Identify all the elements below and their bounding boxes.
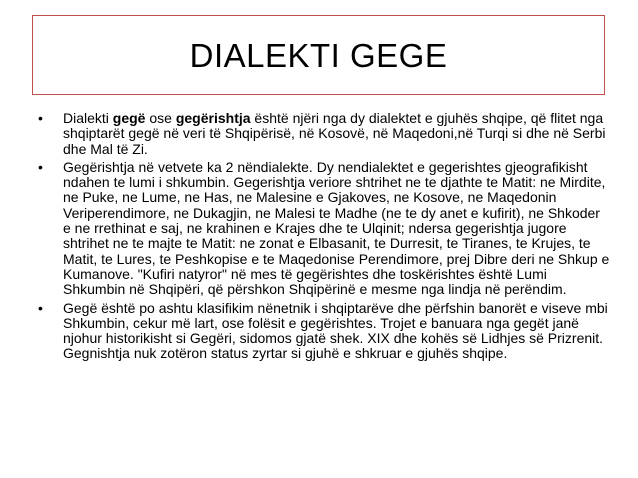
bullet-list: [38, 111, 610, 365]
bullet-text: [63, 159, 609, 297]
bullet-text: [63, 110, 605, 157]
bullet-dot: •: [38, 158, 43, 175]
bullet-3-segment-1: Gegë është po ashtu klasifikim nënetnik i shqiptarëve dhe përfshin banorët e viseve mbi Shkumbin, cekur më lart, ose folësit e gegërishtes. Trojet e banuara nga gegët janë njohur historikisht si Gegëri, sidomos gjatë shek. XIX dhe kohës së Lidhjes së Prizrenit. Gegnishtja nuk zotëron status zyrtar si gjuhë e shkruar e gjuhës shqipe.: [63, 299, 608, 362]
slide-title: DIALEKTI GEGE: [189, 37, 448, 74]
bullet-item-3: [38, 301, 610, 362]
bullet-item-1: [38, 111, 610, 157]
bullet-1-bold-gegerishtja: gegërishtja: [175, 110, 251, 126]
title-box: [32, 15, 605, 95]
bullet-item-2: [38, 160, 610, 298]
bullet-1-segment-3: ose: [145, 110, 176, 126]
bullet-1-segment-5: është njëri nga dy dialektet e gjuhës shqipe, që flitet nga shqiptarët gegë në veri të Shqipërisë, në Kosovë, në Maqedoni,në Turqi si dhe në Serbi dhe Mal të Zi.: [63, 110, 606, 157]
bullet-dot: •: [38, 299, 43, 316]
bullet-text: [63, 300, 608, 362]
bullet-2-segment-1: Gegërishtja në vetvete ka 2 nëndialekte. Dy nendialektet e gegerishtes gjeografikisht ndahen te lumi i shkumbin. Gegerishtja veriore shtrihet ne te djathte te Matit: ne Mirdite, ne Puke, ne Lume, ne Has, ne Malesine e Gjakoves, ne Kosove, ne Maqedonin Veriperendimore, ne Dukagjin, ne Malesi te Madhe (ne te dy anet e kufirit), ne Shkoder e ne rrethinat e saj, ne krahinen e Krajes dhe te Ulqinit; ndersa gegerishtja jugore shtrihet ne te majte te Matit: ne zonat e Elbasanit, te Durresit, te Tiranes, te Krujes, te Matit, te Lures, te Peshkopise e te Maqedonise Perendimore, prej Dibre deri ne Shkup e Kumanove. "Kufiri natyror" në mes të gegërishtes dhe toskërishtes është Lumi Shkumbin në Shqipëri, që përshkon Shqipërinë e mesme nga lindja në perëndim.: [63, 158, 610, 298]
bullet-1-bold-gege: gegë: [112, 110, 146, 126]
bullet-1-segment-1: Dialekti: [63, 110, 113, 126]
bullet-dot: •: [38, 110, 43, 126]
